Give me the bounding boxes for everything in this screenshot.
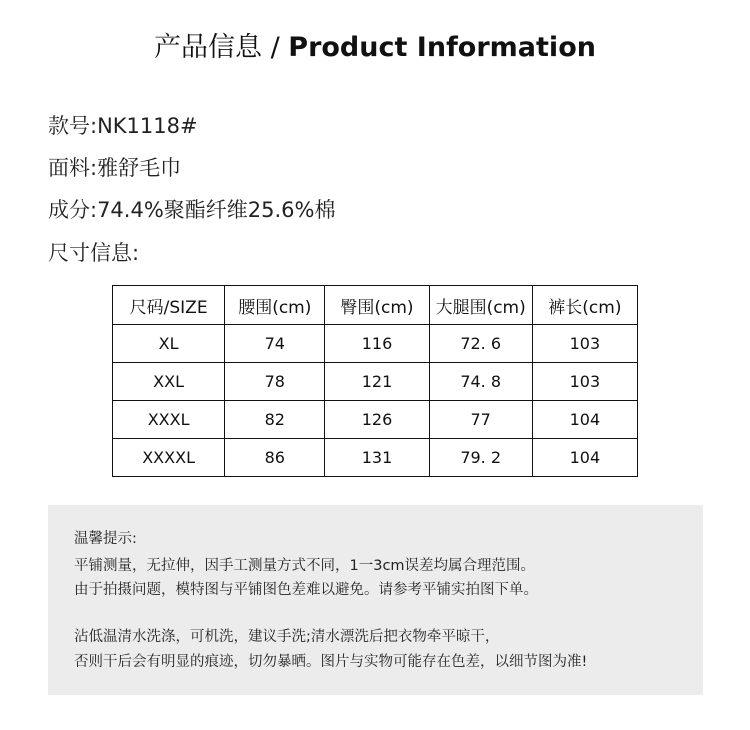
composition-info: 成分:74.4%聚酯纤维25.6%棉 [48,198,336,222]
table-cell: 74 [225,325,325,363]
table-row [113,363,638,401]
table-cell: 82 [225,401,325,439]
note-line: 沾低温清水洗涤，可机洗，建议手洗;清水漂洗后把衣物牵平晾干， [74,629,500,645]
title-chinese: 产品信息 / [154,32,289,63]
table-cell: 78 [225,363,325,401]
header-size: 尺码/SIZE [113,286,225,325]
table-row [113,401,638,439]
header-hip: 臀围(cm) [325,286,429,325]
table-cell: XL [113,325,225,363]
table-cell: 103 [532,325,637,363]
notes-box [48,505,703,695]
note-line: 否则干后会有明显的痕迹，切勿暴晒。图片与实物可能存在色差，以细节图为准! [74,654,588,670]
table-row [113,325,638,363]
table-cell: 74. 8 [429,363,532,401]
notes-heading: 温馨提示: [74,531,137,547]
header-thigh: 大腿围(cm) [429,286,532,325]
table-cell: 121 [325,363,429,401]
table-row [113,439,638,477]
page-title [0,28,750,68]
table-cell: XXXL [113,401,225,439]
table-cell: 126 [325,401,429,439]
table-cell: 131 [325,439,429,477]
table-cell: XXXXL [113,439,225,477]
header-waist: 腰围(cm) [225,286,325,325]
table-cell: 79. 2 [429,439,532,477]
table-cell: 86 [225,439,325,477]
style-number: 款号:NK1118# [48,114,198,138]
size-table [112,285,638,477]
table-cell: XXL [113,363,225,401]
note-line: 由于拍摄问题，模特图与平铺图色差难以避免。请参考平铺实拍图下单。 [74,582,538,598]
fabric-info: 面料:雅舒毛巾 [48,156,182,180]
table-cell: 104 [532,439,637,477]
note-line: 平铺测量，无拉伸，因手工测量方式不同，1一3cm误差均属合理范围。 [74,558,536,574]
table-cell: 103 [532,363,637,401]
title-english: Product Information [288,32,596,63]
table-cell: 77 [429,401,532,439]
header-length: 裤长(cm) [532,286,637,325]
table-header-row [113,286,638,325]
size-info-label: 尺寸信息: [48,241,140,265]
table-cell: 72. 6 [429,325,532,363]
table-cell: 116 [325,325,429,363]
table-cell: 104 [532,401,637,439]
